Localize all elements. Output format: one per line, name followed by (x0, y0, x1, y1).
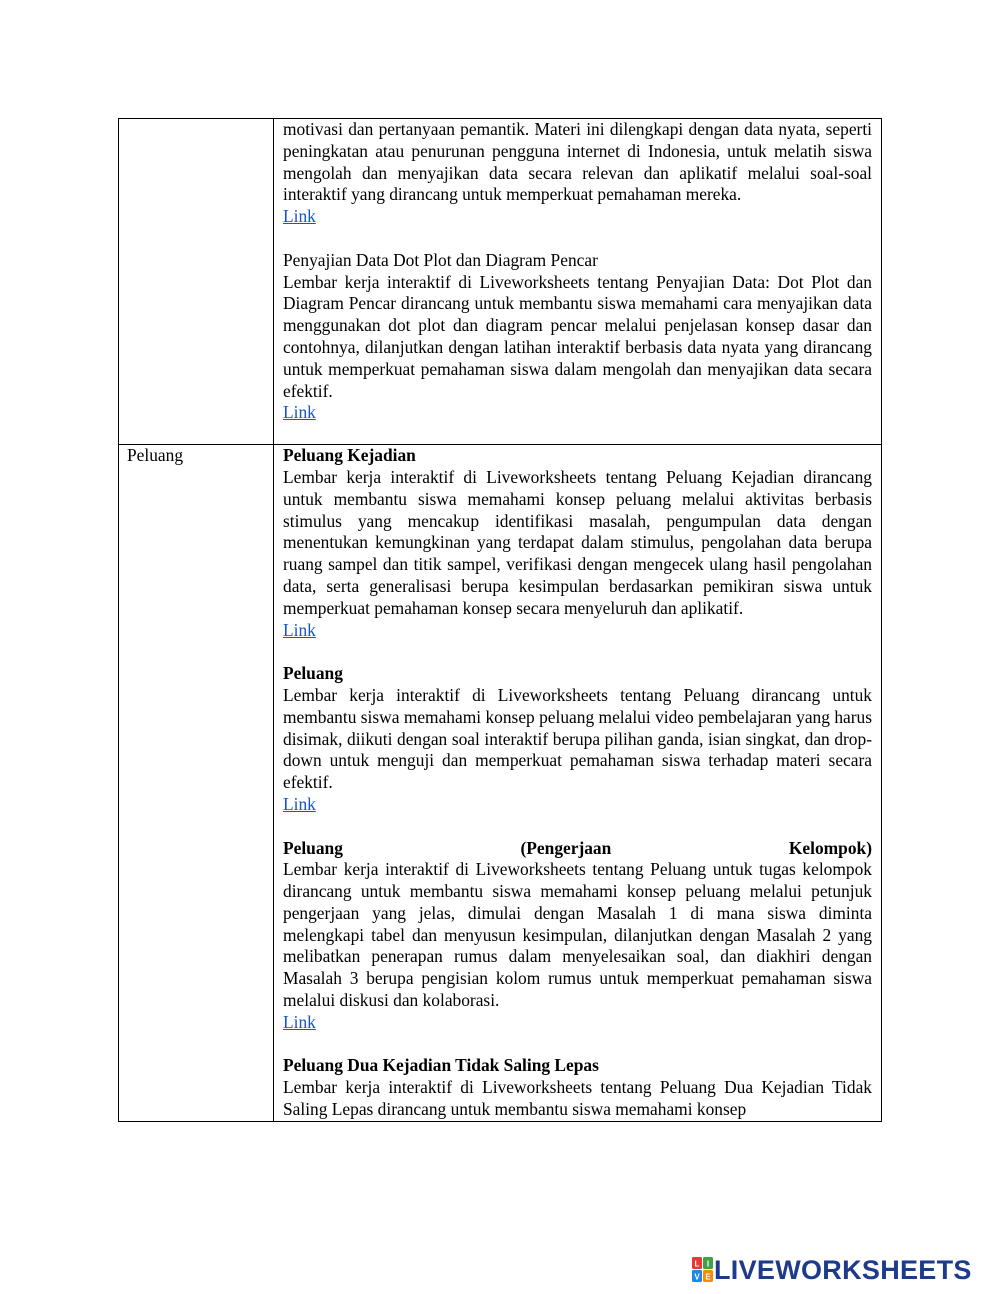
description-cell (274, 119, 882, 445)
item-title: Peluang (Pengerjaan Kelompok) (283, 837, 872, 858)
worksheet-link[interactable]: Link (283, 206, 316, 227)
spacer (283, 1034, 872, 1056)
worksheet-link[interactable]: Link (283, 1011, 316, 1032)
table-row (119, 119, 882, 445)
table-row (119, 445, 882, 1122)
item-description: Lembar kerja interaktif di Liveworksheets tentang Peluang Dua Kejadian Tidak Saling Lepas dirancang untuk membantu siswa memahami konsep (283, 1077, 872, 1120)
intro-paragraph: motivasi dan pertanyaan pemantik. Materi ini dilengkapi dengan data nyata, seperti peningkatan atau penurunan pengguna internet di Indonesia, untuk melatih siswa mengolah dan menyajikan data secara relevan dan aplikatif melalui soal-soal interaktif yang dirancang untuk memperkuat pemahaman mereka. (283, 119, 872, 205)
item-title: Penyajian Data Dot Plot dan Diagram Pencar (283, 249, 598, 270)
item-title: Peluang (283, 663, 343, 684)
logo-letter: L (694, 1259, 700, 1269)
item-title: Peluang Dua Kejadian Tidak Saling Lepas (283, 1055, 599, 1076)
worksheet-link[interactable]: Link (283, 793, 316, 814)
liveworksheets-logo-icon (692, 1257, 714, 1283)
liveworksheets-brand (692, 1255, 972, 1285)
item-description: Lembar kerja interaktif di Liveworksheets tentang Peluang dirancang untuk membantu siswa memahami konsep peluang melalui video pembelajaran yang harus disimak, diikuti dengan soal interaktif berupa pilihan ganda, isian singkat, dan drop-down untuk menguji dan memperkuat pemahaman siswa terhadap materi secara efektif. (283, 684, 872, 793)
item-title: Peluang Kejadian (283, 445, 416, 466)
spacer (283, 641, 872, 663)
logo-letter: E (705, 1272, 711, 1282)
item-description: Lembar kerja interaktif di Liveworksheets tentang Peluang Kejadian dirancang untuk membantu siswa memahami konsep peluang melalui aktivitas berbasis stimulus yang mencakup identifikasi masalah, pengumpulan data dengan menentukan kemungkinan yang terdapat dalam stimulus, pengolahan data berupa ruang sampel dan titik sampel, verifikasi dengan mengecek ulang hasil pengolahan data, serta generalisasi berupa kesimpulan berdasarkan pemikiran siswa untuk memperkuat pemahaman konsep secara menyeluruh dan aplikatif. (283, 466, 872, 618)
content-table (118, 118, 882, 1122)
topic-cell (119, 445, 274, 1122)
logo-letter: V (694, 1272, 700, 1282)
worksheet-link[interactable]: Link (283, 619, 316, 640)
description-cell (274, 445, 882, 1122)
spacer (283, 816, 872, 838)
logo-letter: I (706, 1259, 710, 1269)
worksheet-link[interactable]: Link (283, 402, 316, 423)
topic-label: Peluang (127, 445, 184, 466)
brand-name: LIVEWORKSHEETS (714, 1254, 972, 1285)
item-description: Lembar kerja interaktif di Liveworksheets tentang Peluang untuk tugas kelompok dirancang untuk membantu siswa memahami konsep peluang melalui petunjuk pengerjaan yang jelas, dimulai dengan Masalah 1 di mana siswa diminta melengkapi tabel dan menyusun kesimpulan, dilanjutkan dengan Masalah 2 yang melibatkan penerapan rumus dalam menyelesaikan soal, dan diakhiri dengan Masalah 3 berupa pengisian kolom rumus untuk memperkuat pemahaman siswa melalui diskusi dan kolaborasi. (283, 859, 872, 1011)
topic-cell (119, 119, 274, 445)
spacer (283, 228, 872, 250)
item-description: Lembar kerja interaktif di Liveworksheets tentang Penyajian Data: Dot Plot dan Diagram Pencar dirancang untuk membantu siswa memahami cara menyajikan data menggunakan dot plot dan diagram pencar melalui penjelasan konsep dasar dan contohnya, dilanjutkan dengan latihan interaktif berbasis data nyata yang dirancang untuk memperkuat pemahaman siswa dalam mengolah dan menyajikan data secara efektif. (283, 271, 872, 401)
